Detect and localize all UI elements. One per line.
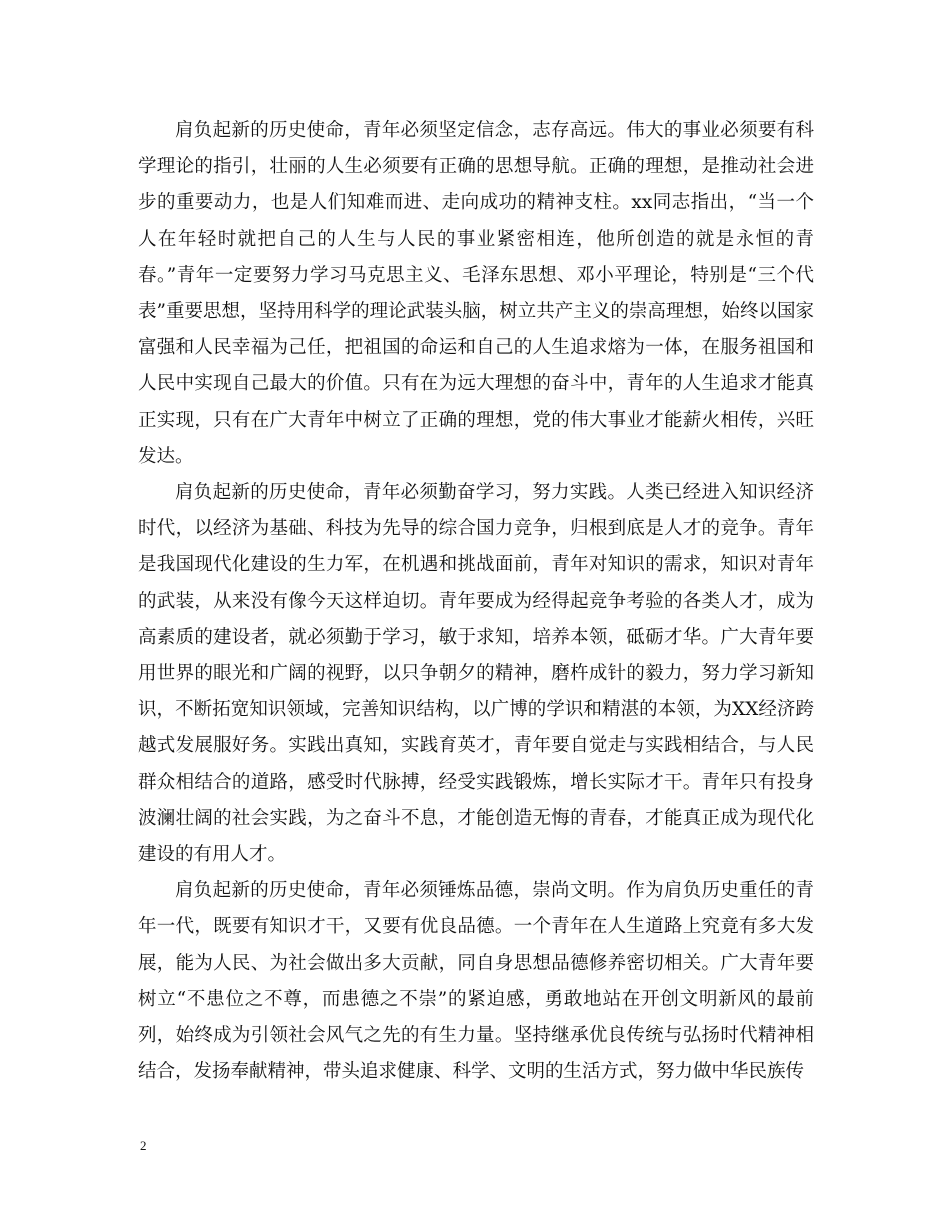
page-number: 2 [140,1138,147,1153]
paragraph-morality: 肩负起新的历史使命，青年必须锤炼品德，崇尚文明。作为肩负历史重任的青年一代，既要有知识才干，又要有优良品德。一个青年在人生道路上究竟有多大发展，能为人民、为社会做出多大贡献，同自身思想品德修养密切相关。广大青年要树立“不患位之不尊，而患德之不崇”的紧迫感，勇敢地站在开创文明新风的最前列，始终成为引领社会风气之先的有生力量。坚持继承优良传统与弘扬时代精神相结合，发扬奉献精神，带头追求健康、科学、文明的生活方式，努力做中华民族传 [138,880,814,1083]
document-body [138,113,814,1090]
paragraph-ideals: 肩负起新的历史使命，青年必须坚定信念，志存高远。伟大的事业必须要有科学理论的指引，壮丽的人生必须要有正确的思想导航。正确的理想，是推动社会进步的重要动力，也是人们知难而进、走向成功的精神支柱。xx同志指出，“当一个人在年轻时就把自己的人生与人民的事业紧密相连，他所创造的就是永恒的青春。”青年一定要努力学习马克思主义、毛泽东思想、邓小平理论，特别是“三个代表”重要思想，坚持用科学的理论武装头脑，树立共产主义的崇高理想，始终以国家富强和人民幸福为己任，把祖国的命运和自己的人生追求熔为一体，在服务祖国和人民中实现自己最大的价值。只有在为远大理想的奋斗中，青年的人生追求才能真正实现，只有在广大青年中树立了正确的理想，党的伟大事业才能薪火相传，兴旺发达。 [138,120,814,467]
paragraph-study-practice: 肩负起新的历史使命，青年必须勤奋学习，努力实践。人类已经进入知识经济时代，以经济为基础、科技为先导的综合国力竞争，归根到底是人才的竞争。青年是我国现代化建设的生力军，在机遇和挑战面前，青年对知识的需求，知识对青年的武装，从来没有像今天这样迫切。青年要成为经得起竞争考验的各类人才，成为高素质的建设者，就必须勤于学习，敏于求知，培养本领，砥砺才华。广大青年要用世界的眼光和广阔的视野，以只争朝夕的精神，磨杵成针的毅力，努力学习新知识，不断拓宽知识领域，完善知识结构，以广博的学识和精湛的本领，为XX经济跨越式发展服好务。实践出真知，实践育英才，青年要自觉走与实践相结合，与人民群众相结合的道路，感受时代脉搏，经受实践锻炼，增长实际才干。青年只有投身波澜壮阔的社会实践，为之奋斗不息，才能创造无悔的青春，才能真正成为现代化建设的有用人才。 [138,482,814,866]
